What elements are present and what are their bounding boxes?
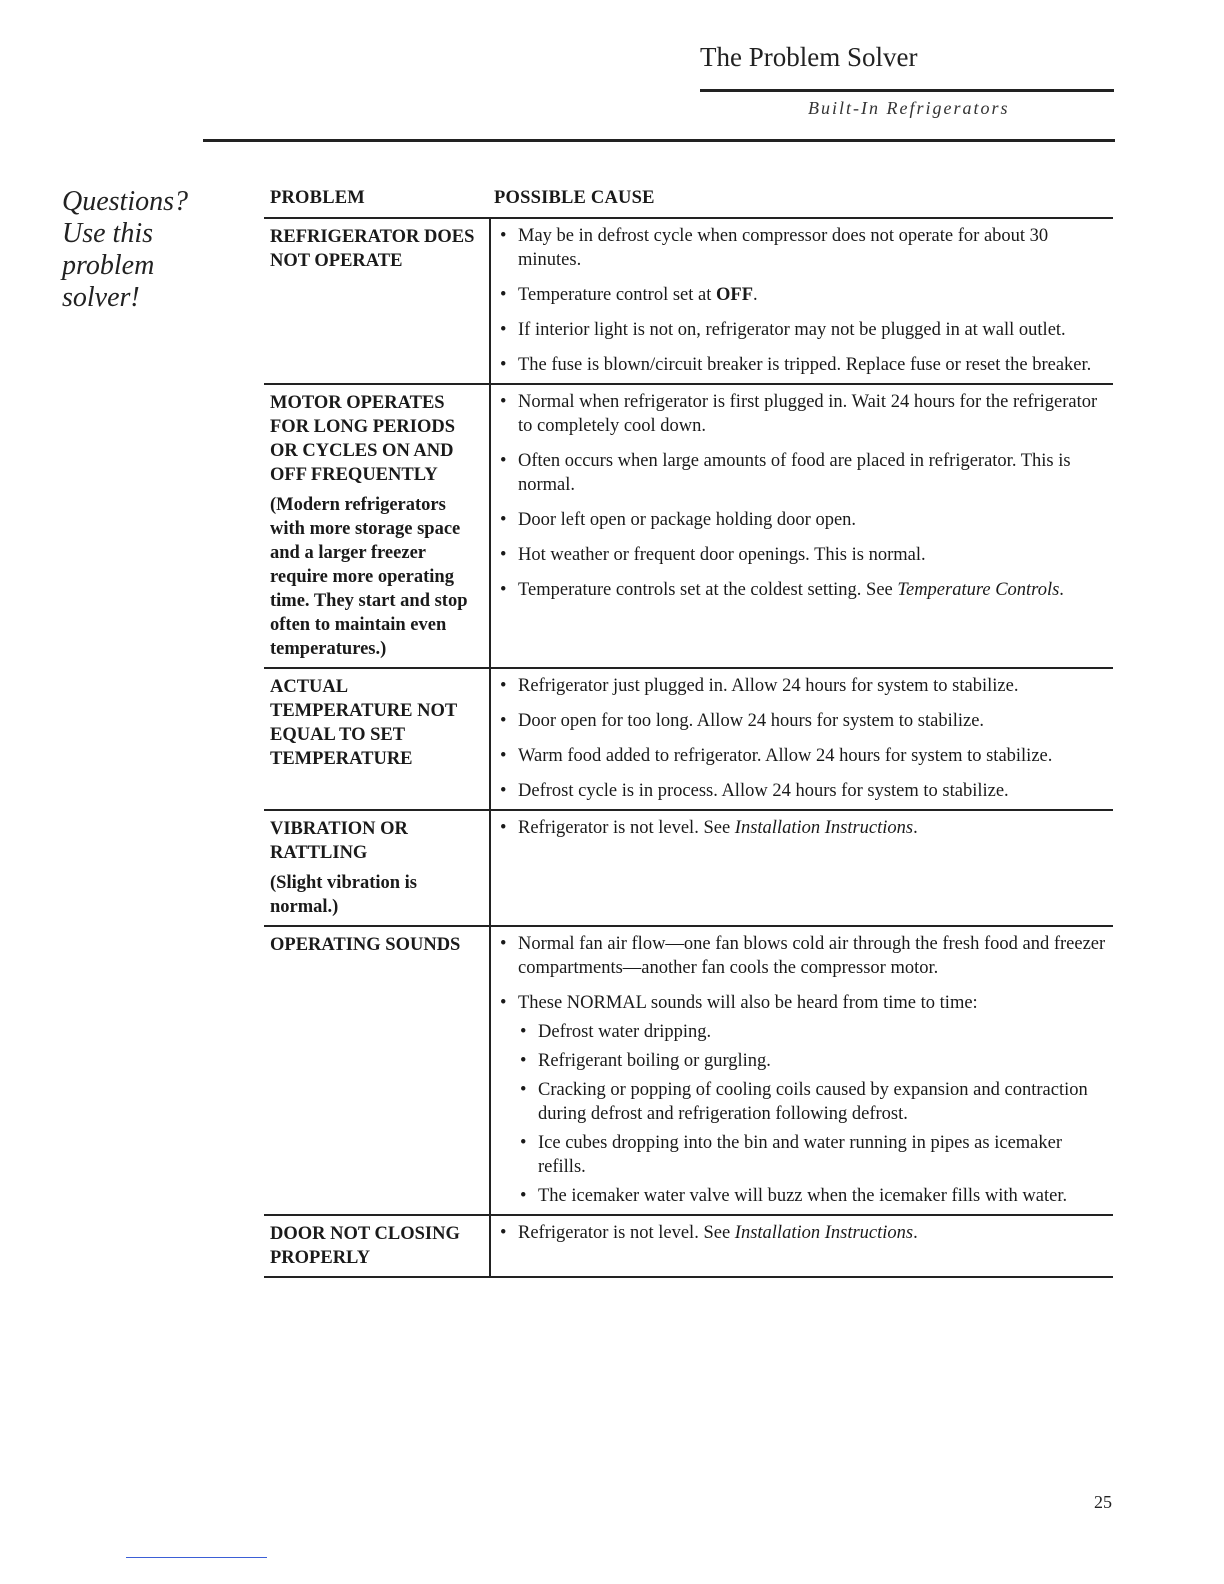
bullet-icon: • — [500, 285, 507, 305]
cause-text: Refrigerator is not level. See — [518, 1223, 735, 1243]
cause-item — [499, 543, 1109, 567]
problem-cell — [264, 385, 491, 667]
problem-note: (Modern refrigerators with more storage space and a larger freezer require more operating time. They start and stop often to maintain even temperatures.) — [270, 495, 468, 659]
bullet-icon: • — [500, 818, 507, 838]
column-header-cause: POSSIBLE CAUSE — [494, 188, 655, 208]
bullet-icon: • — [500, 392, 507, 412]
cause-text: . — [1059, 580, 1064, 600]
cause-item — [499, 779, 1109, 803]
header-rule — [700, 89, 1114, 92]
cause-cell — [491, 669, 1113, 809]
problem-cell — [264, 811, 491, 925]
problem-title: DOOR NOT CLOSING PROPERLY — [270, 1224, 460, 1268]
page-title: The Problem Solver — [700, 42, 918, 72]
bullet-icon: • — [520, 1022, 527, 1042]
cause-text: If interior light is not on, refrigerator may not be plugged in at wall outlet. — [518, 320, 1066, 340]
bullet-icon: • — [500, 545, 507, 565]
table-row — [264, 811, 1113, 927]
cause-text: Temperature control set at — [518, 285, 717, 305]
cause-item — [499, 508, 1109, 532]
sub-item — [499, 1049, 1109, 1073]
problem-title: OPERATING SOUNDS — [270, 935, 461, 955]
cause-item — [499, 709, 1109, 733]
bullet-icon: • — [500, 746, 507, 766]
cause-text: Often occurs when large amounts of food are placed in refrigerator. This is normal. — [518, 451, 1071, 495]
problem-cell — [264, 669, 491, 809]
sidebar-line: Use this — [62, 218, 153, 249]
cause-cell — [491, 811, 1113, 925]
cause-item — [499, 390, 1109, 438]
bullet-icon: • — [500, 993, 507, 1013]
problem-title: ACTUAL TEMPERATURE NOT EQUAL TO SET TEMPERATURE — [270, 677, 457, 769]
bullet-icon: • — [500, 451, 507, 471]
problem-solver-table — [264, 217, 1113, 1278]
sub-item-text: The icemaker water valve will buzz when the icemaker fills with water. — [538, 1186, 1068, 1206]
cause-item — [499, 283, 1109, 307]
cause-emphasis: OFF — [716, 285, 754, 305]
sub-item — [499, 1020, 1109, 1044]
sidebar-callout — [62, 186, 188, 314]
bullet-icon: • — [520, 1133, 527, 1153]
cause-cell — [491, 927, 1113, 1214]
sub-item-text: Defrost water dripping. — [538, 1022, 712, 1042]
cause-text: . — [753, 285, 758, 305]
sub-item-text: Cracking or popping of cooling coils caused by expansion and contraction during defrost and refrigeration following defrost. — [538, 1080, 1088, 1124]
cause-item — [499, 674, 1109, 698]
page-number: 25 — [1094, 1492, 1112, 1512]
cause-item — [499, 816, 1109, 840]
cause-text: Normal when refrigerator is first plugged in. Wait 24 hours for the refrigerator to completely cool down. — [518, 392, 1098, 436]
table-row — [264, 385, 1113, 669]
sidebar-line: Questions? — [62, 186, 188, 217]
cause-text: Door left open or package holding door open. — [518, 510, 857, 530]
bullet-icon: • — [520, 1080, 527, 1100]
cause-item — [499, 449, 1109, 497]
table-row — [264, 219, 1113, 385]
cause-text: . — [913, 1223, 918, 1243]
bullet-icon: • — [500, 781, 507, 801]
footer-line — [126, 1557, 267, 1558]
cause-text: Refrigerator is not level. See — [518, 818, 735, 838]
cause-item — [499, 1221, 1109, 1245]
cause-text: Normal fan air flow—one fan blows cold air through the fresh food and freezer compartments—another fan cools the compressor motor. — [518, 934, 1106, 978]
page-subtitle: Built-In Refrigerators — [808, 98, 1010, 118]
cause-item — [499, 932, 1109, 980]
bullet-icon: • — [500, 711, 507, 731]
cause-text: Warm food added to refrigerator. Allow 24 hours for system to stabilize. — [518, 746, 1053, 766]
cause-text: Door open for too long. Allow 24 hours for system to stabilize. — [518, 711, 985, 731]
problem-note: (Slight vibration is normal.) — [270, 873, 417, 917]
cause-item — [499, 318, 1109, 342]
bullet-icon: • — [500, 1223, 507, 1243]
bullet-icon: • — [520, 1186, 527, 1206]
cause-reference: Installation Instructions — [734, 818, 914, 838]
bullet-icon: • — [500, 226, 507, 246]
problem-title: MOTOR OPERATES FOR LONG PERIODS OR CYCLES ON AND OFF FREQUENTLY — [270, 393, 456, 485]
cause-text: The fuse is blown/circuit breaker is tripped. Replace fuse or reset the breaker. — [518, 355, 1092, 375]
problem-cell — [264, 1216, 491, 1276]
cause-text: Temperature controls set at the coldest setting. See — [518, 580, 898, 600]
sidebar-line: solver! — [62, 282, 140, 313]
cause-item — [499, 224, 1109, 272]
cause-reference: Temperature Controls — [897, 580, 1060, 600]
header-divider — [203, 139, 1115, 142]
cause-item — [499, 991, 1109, 1208]
problem-title: REFRIGERATOR DOES NOT OPERATE — [270, 227, 475, 271]
cause-text: May be in defrost cycle when compressor does not operate for about 30 minutes. — [518, 226, 1049, 270]
table-row — [264, 669, 1113, 811]
bullet-icon: • — [500, 320, 507, 340]
problem-title: VIBRATION OR RATTLING — [270, 819, 408, 863]
table-row — [264, 927, 1113, 1216]
bullet-icon: • — [500, 934, 507, 954]
cause-text: Refrigerator just plugged in. Allow 24 hours for system to stabilize. — [518, 676, 1019, 696]
cause-cell — [491, 385, 1113, 667]
cause-text: Hot weather or frequent door openings. This is normal. — [518, 545, 926, 565]
cause-cell — [491, 219, 1113, 383]
problem-cell — [264, 219, 491, 383]
column-header-problem: PROBLEM — [270, 188, 365, 208]
bullet-icon: • — [500, 580, 507, 600]
cause-text: These NORMAL sounds will also be heard from time to time: — [518, 993, 978, 1013]
sub-item — [499, 1078, 1109, 1126]
bullet-icon: • — [500, 676, 507, 696]
sub-item-text: Ice cubes dropping into the bin and water running in pipes as icemaker refills. — [538, 1133, 1063, 1177]
cause-reference: Installation Instructions — [734, 1223, 914, 1243]
bullet-icon: • — [500, 510, 507, 530]
sidebar-line: problem — [62, 250, 155, 281]
cause-cell — [491, 1216, 1113, 1276]
cause-text: . — [913, 818, 918, 838]
cause-item — [499, 353, 1109, 377]
cause-text: Defrost cycle is in process. Allow 24 hours for system to stabilize. — [518, 781, 1009, 801]
sub-list — [499, 1020, 1109, 1208]
cause-item — [499, 744, 1109, 768]
sub-item — [499, 1131, 1109, 1179]
sub-item — [499, 1184, 1109, 1208]
problem-cell — [264, 927, 491, 1214]
bullet-icon: • — [500, 355, 507, 375]
table-row — [264, 1216, 1113, 1278]
bullet-icon: • — [520, 1051, 527, 1071]
cause-item — [499, 578, 1109, 602]
sub-item-text: Refrigerant boiling or gurgling. — [538, 1051, 771, 1071]
